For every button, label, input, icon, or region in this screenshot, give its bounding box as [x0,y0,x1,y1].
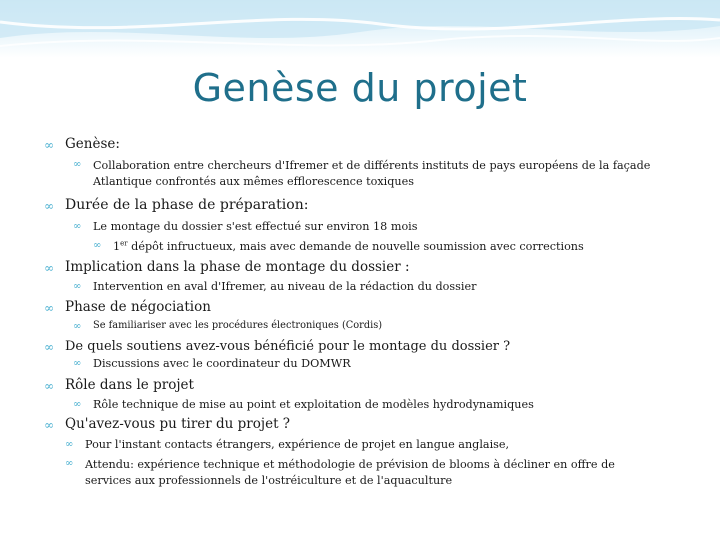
wave-bullet-icon: ∞ [44,418,54,432]
bullet-item: ∞ Le montage du dossier s'est effectué sur environ 18 mois [73,220,418,233]
bullet-item: ∞ Phase de négociation [44,299,211,315]
wave-bullet-icon: ∞ [65,439,74,450]
bullet-item: ∞ 1er dépôt infructueux, mais avec demande de nouvelle soumission avec corrections [93,239,584,253]
bullet-item: ∞ Pour l'instant contacts étrangers, expérience de projet en langue anglaise, [65,438,510,451]
bullet-item: ∞ De quels soutiens avez-vous bénéficié pour le montage du dossier ? [44,339,511,354]
wave-bullet-icon: ∞ [44,261,54,275]
wave-bullet-icon: ∞ [44,138,54,152]
wave-bullet-icon: ∞ [73,159,82,170]
bullet-item: ∞ Intervention en aval d'Ifremer, au niveau de la rédaction du dossier [73,280,477,293]
bullet-item: ∞ Genèse: [44,136,120,152]
wave-bullet-icon: ∞ [65,458,74,469]
bullet-item: ∞ Qu'avez-vous pu tirer du projet ? [44,416,291,432]
wave-bullet-icon: ∞ [73,221,82,232]
slide-title: Genèse du projet [192,66,528,110]
bullet-item: ∞ Se familiariser avec les procédures électroniques (Cordis) [73,320,383,332]
wave-bullet-icon: ∞ [44,199,54,213]
wave-bullet-icon: ∞ [73,281,82,292]
wave-bullet-icon: ∞ [44,301,54,315]
bullet-list: ∞ Genèse: ∞ Collaboration entre chercheurs d'Ifremer et de différents instituts de pays européens de la façade Atlantique confrontés aux mêmes efflorescence toxiques ∞ Durée de la phase de préparation: ∞ Le montage du dossier s'est effectué sur environ 18 mois ∞ 1er dépôt infructueux, mais avec demande de nouvelle soumission avec corrections ∞ Implication dans la phase de montage du dossier : ∞ Intervention en aval d'Ifremer, au niveau de la rédaction du dossier ∞ Phase de négociation ∞ Se familiariser avec les procédures électroniques (Cordis) ∞ De quels soutiens avez-vous bénéficié pour le montage du dossier ? ∞ Discussions avec le coordinateur du DOMWR ∞ Rôle dans le projet ∞ Rôle technique de mise au point et exploitation de modèles hydrodynamiques ∞ Qu'avez-vous pu tirer du projet ? ∞ Pour l'instant contacts étrangers, expérience de projet en langue anglaise, ∞ Attendu: expérience technique et méthodologie de prévision de blooms à décliner en offre de services aux professionnels de l'ostréiculture et de l'aquaculture [44,136,651,487]
bullet-item: ∞ Rôle dans le projet [44,377,194,393]
bullet-item: ∞ Implication dans la phase de montage du dossier : [44,259,410,275]
wave-bullet-icon: ∞ [44,340,54,354]
bullet-item: ∞ Rôle technique de mise au point et exploitation de modèles hydrodynamiques [73,398,534,411]
wave-bullet-icon: ∞ [93,240,102,251]
bullet-item: ∞ Discussions avec le coordinateur du DOMWR [73,357,351,370]
bullet-item: ∞ Durée de la phase de préparation: [44,197,309,213]
wave-bullet-icon: ∞ [73,321,82,332]
wave-bullet-icon: ∞ [73,399,82,410]
wave-bullet-icon: ∞ [73,358,82,369]
wave-bullet-icon: ∞ [44,379,54,393]
